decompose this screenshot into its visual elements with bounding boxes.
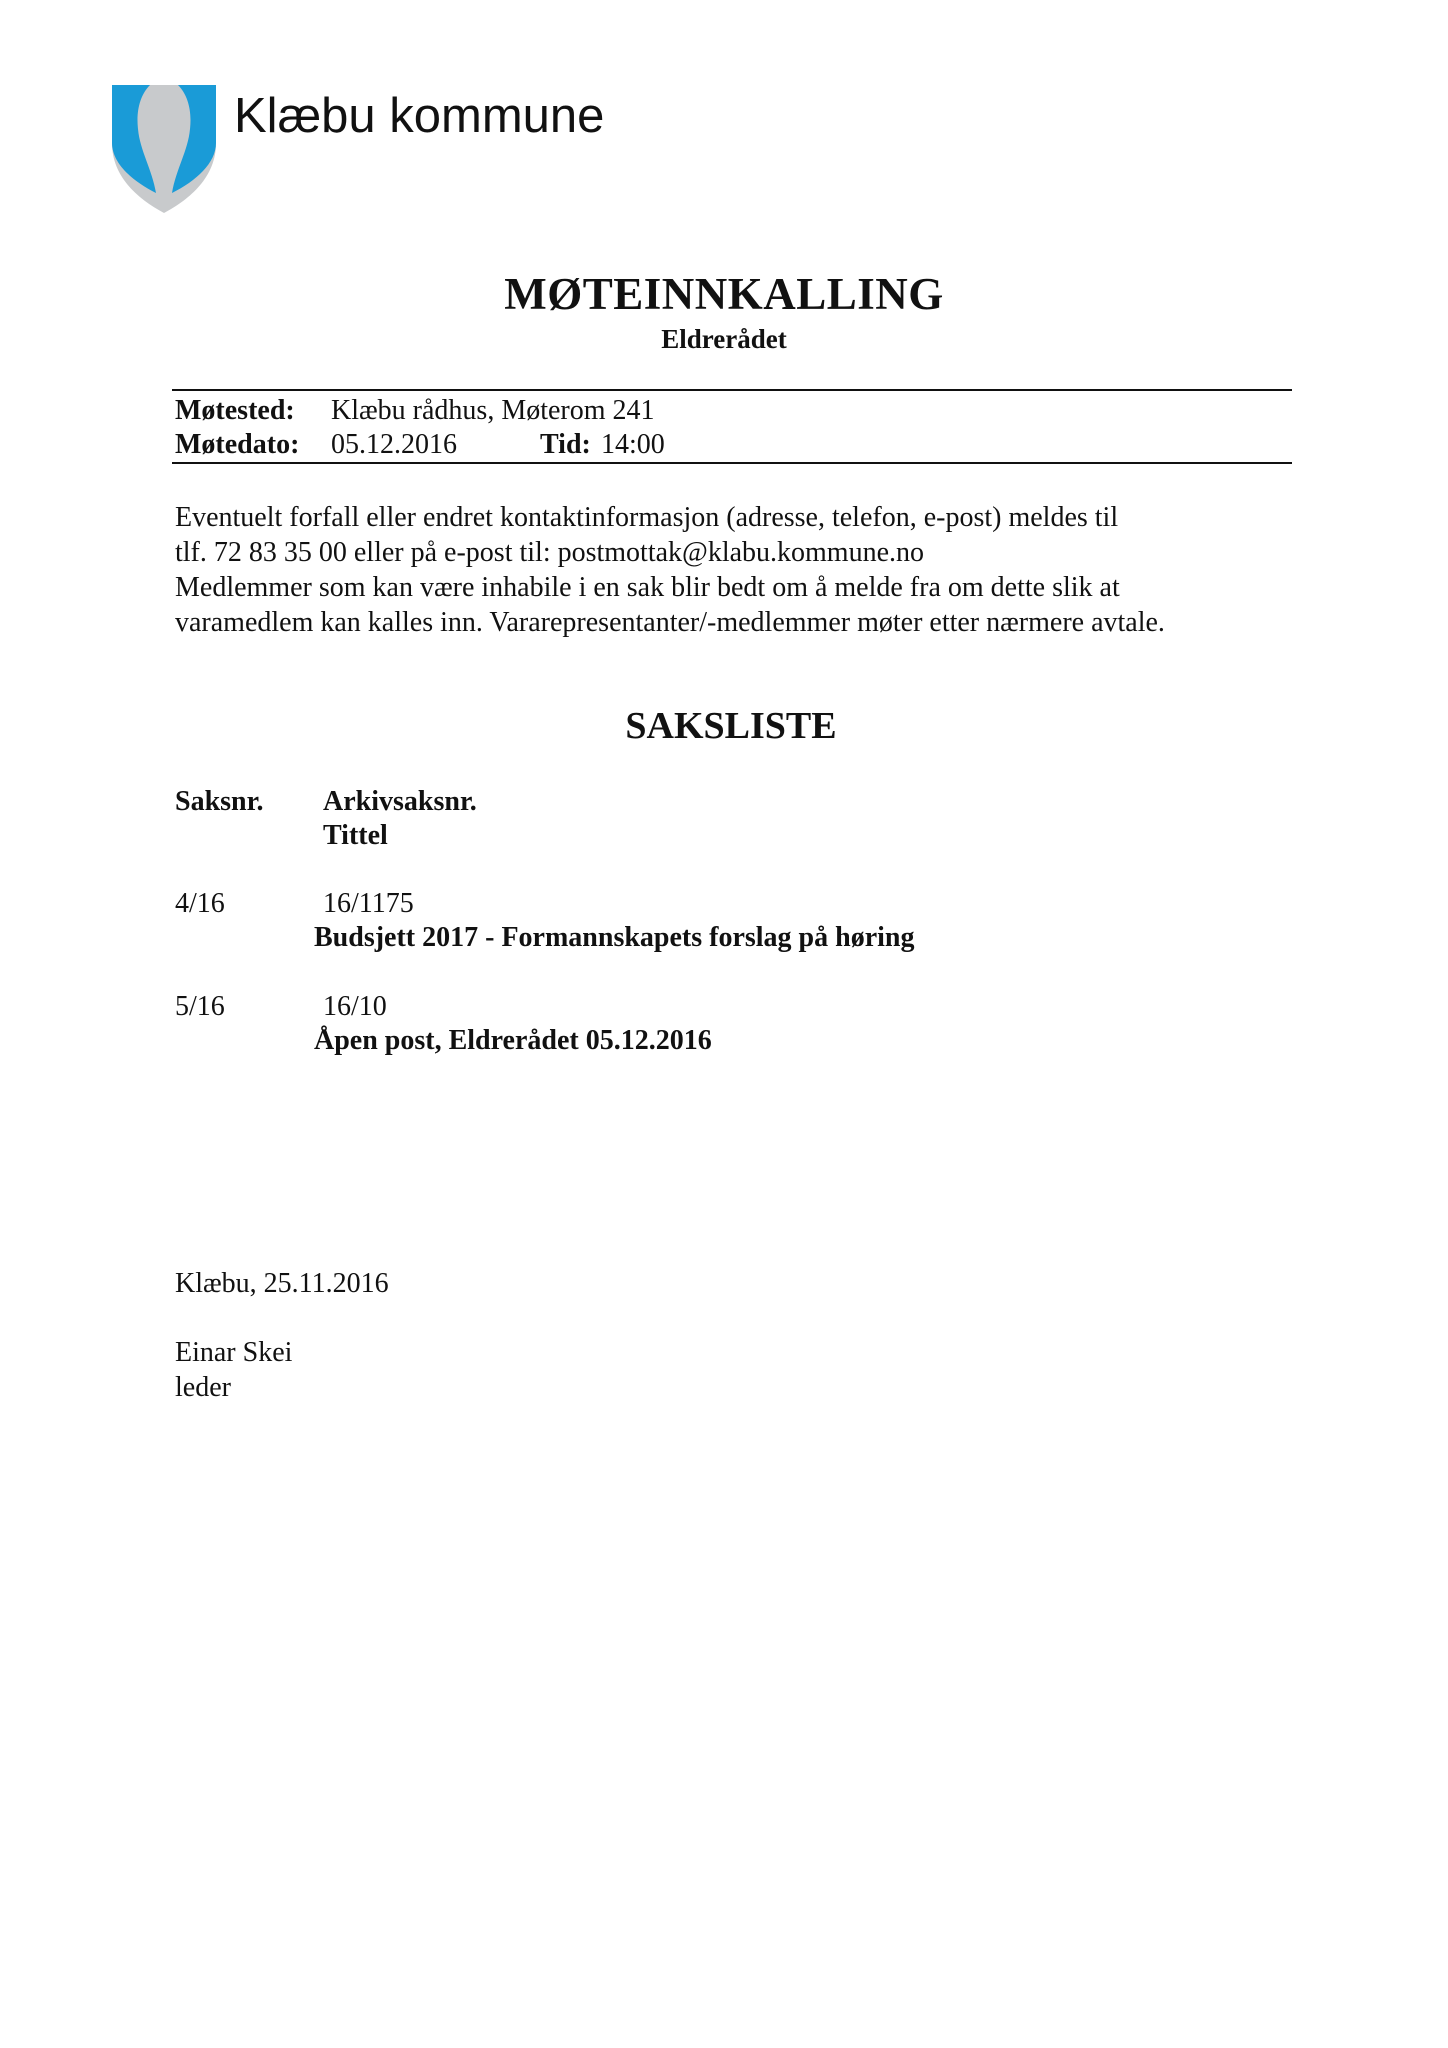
header-rule-bottom [172, 462, 1292, 464]
municipal-coat-of-arms-icon [112, 85, 216, 213]
notice-paragraph [175, 500, 1295, 640]
notice-line: tlf. 72 83 35 00 eller på e-post til: postmottak@klabu.kommune.no [175, 537, 925, 568]
notice-line: Eventuelt forfall eller endret kontaktinformasjon (adresse, telefon, e-post) meldes til [175, 502, 1119, 533]
agenda-item-title: Budsjett 2017 - Formannskapets forslag på høring [314, 922, 915, 953]
meeting-date-value: 05.12.2016 [331, 429, 457, 460]
meeting-time-value: 14:00 [601, 429, 665, 460]
agenda-header-tittel: Tittel [323, 820, 388, 851]
agenda-header-saksnr: Saksnr. [175, 786, 264, 817]
meeting-place-label: Møtested: [175, 395, 295, 426]
agenda-heading: SAKSLISTE [625, 705, 837, 747]
meeting-place-value: Klæbu rådhus, Møterom 241 [331, 395, 655, 426]
agenda-item-title: Åpen post, Eldrerådet 05.12.2016 [314, 1025, 712, 1056]
meeting-time-label: Tid: [540, 429, 591, 460]
meeting-date-label: Møtedato: [175, 429, 300, 460]
document-title: MØTEINNKALLING [504, 269, 944, 319]
header-rule-top [172, 389, 1292, 391]
signer-role: leder [175, 1372, 231, 1403]
agenda-header-arkivsaksnr: Arkivsaksnr. [323, 786, 477, 817]
signer-name: Einar Skei [175, 1337, 293, 1368]
agenda-item-arkivsaksnr: 16/1175 [323, 888, 414, 919]
document-subtitle: Eldrerådet [661, 324, 787, 354]
agenda-item-saksnr: 4/16 [175, 888, 225, 919]
signature-place-date: Klæbu, 25.11.2016 [175, 1268, 389, 1299]
agenda-item-arkivsaksnr: 16/10 [323, 991, 387, 1022]
agenda-item-saksnr: 5/16 [175, 991, 225, 1022]
organization-name: Klæbu kommune [234, 89, 605, 143]
notice-line: Medlemmer som kan være inhabile i en sak blir bedt om å melde fra om dette slik at [175, 572, 1120, 603]
notice-line: varamedlem kan kalles inn. Vararepresentanter/-medlemmer møter etter nærmere avtale. [175, 607, 1165, 638]
